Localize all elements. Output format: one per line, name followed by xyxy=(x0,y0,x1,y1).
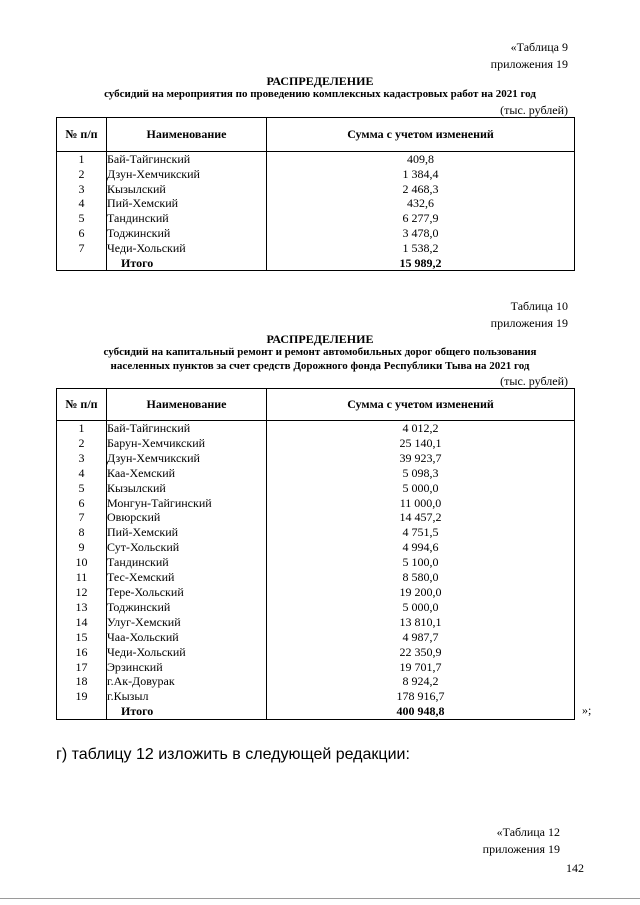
row-name: Тес-Хемский xyxy=(107,570,267,585)
table10-subtitle-line1: субсидий на капитальный ремонт и ремонт автомобильных дорог общего пользования xyxy=(103,346,537,358)
row-name: Тоджинский xyxy=(107,600,267,615)
row-sum: 25 140,1 xyxy=(267,436,575,451)
row-name: Пий-Хемский xyxy=(107,525,267,540)
row-sum: 14 457,2 xyxy=(267,510,575,525)
row-number: 5 xyxy=(57,211,107,226)
row-number: 5 xyxy=(57,481,107,496)
row-sum: 8 580,0 xyxy=(267,570,575,585)
row-sum: 13 810,1 xyxy=(267,615,575,630)
row-name: Кызылский xyxy=(107,481,267,496)
row-number: 18 xyxy=(57,674,107,689)
table10-header-num: № п/п xyxy=(57,389,107,421)
row-sum: 2 468,3 xyxy=(267,182,575,197)
table-row xyxy=(57,525,575,540)
row-name: Эрзинский xyxy=(107,660,267,675)
row-number: 1 xyxy=(57,421,107,436)
row-name: Тандинский xyxy=(107,211,267,226)
table10-title: РАСПРЕДЕЛЕНИЕ xyxy=(266,332,374,346)
table9-ref-line2: приложения 19 xyxy=(490,57,568,71)
total-row xyxy=(57,256,575,271)
total-empty-cell xyxy=(57,704,107,719)
row-number: 7 xyxy=(57,241,107,256)
total-label: Итого xyxy=(107,256,267,271)
total-row xyxy=(57,704,575,719)
table-row xyxy=(57,645,575,660)
row-number: 16 xyxy=(57,645,107,660)
table-row xyxy=(57,451,575,466)
table9-subtitle: субсидий на мероприятия по проведению комплексных кадастровых работ на 2021 год xyxy=(104,88,536,100)
row-name: г.Ак-Довурак xyxy=(107,674,267,689)
row-number: 19 xyxy=(57,689,107,704)
row-sum: 5 000,0 xyxy=(267,600,575,615)
row-number: 2 xyxy=(57,167,107,182)
row-name: Бай-Тайгинский xyxy=(107,421,267,436)
row-number: 13 xyxy=(57,600,107,615)
row-sum: 432,6 xyxy=(267,196,575,211)
row-number: 14 xyxy=(57,615,107,630)
table10-header-sum: Сумма с учетом изменений xyxy=(267,389,575,421)
row-sum: 4 012,2 xyxy=(267,421,575,436)
total-sum: 15 989,2 xyxy=(267,256,575,271)
row-sum: 4 994,6 xyxy=(267,540,575,555)
row-name: Монгун-Тайгинский xyxy=(107,496,267,511)
row-name: Чеди-Хольский xyxy=(107,241,267,256)
row-sum: 5 000,0 xyxy=(267,481,575,496)
table-row xyxy=(57,241,575,256)
table-row xyxy=(57,689,575,704)
row-number: 8 xyxy=(57,525,107,540)
total-empty-cell xyxy=(57,256,107,271)
row-sum: 11 000,0 xyxy=(267,496,575,511)
table9-header-num: № п/п xyxy=(57,118,107,152)
table-row xyxy=(57,630,575,645)
row-name: Улуг-Хемский xyxy=(107,615,267,630)
row-sum: 4 751,5 xyxy=(267,525,575,540)
table10-ref-line2: приложения 19 xyxy=(490,316,568,330)
table-row xyxy=(57,182,575,197)
row-number: 2 xyxy=(57,436,107,451)
table-row xyxy=(57,585,575,600)
table-row xyxy=(57,436,575,451)
table-row xyxy=(57,167,575,182)
row-number: 4 xyxy=(57,196,107,211)
table-row xyxy=(57,540,575,555)
total-sum: 400 948,8 xyxy=(267,704,575,719)
row-name: Тандинский xyxy=(107,555,267,570)
row-number: 11 xyxy=(57,570,107,585)
total-label: Итого xyxy=(107,704,267,719)
row-name: Овюрский xyxy=(107,510,267,525)
row-name: Дзун-Хемчикский xyxy=(107,167,267,182)
table10-units: (тыс. рублей) xyxy=(500,374,568,388)
row-name: Тере-Хольский xyxy=(107,585,267,600)
table-row xyxy=(57,674,575,689)
page-number: 142 xyxy=(566,861,584,875)
table9-header-sum: Сумма с учетом изменений xyxy=(267,118,575,152)
row-sum: 22 350,9 xyxy=(267,645,575,660)
row-sum: 1 384,4 xyxy=(267,167,575,182)
table9-units: (тыс. рублей) xyxy=(500,103,568,117)
row-sum: 178 916,7 xyxy=(267,689,575,704)
table9 xyxy=(56,117,575,271)
row-number: 12 xyxy=(57,585,107,600)
row-name: Кызылский xyxy=(107,182,267,197)
row-name: Тоджинский xyxy=(107,226,267,241)
table-row xyxy=(57,555,575,570)
row-sum: 1 538,2 xyxy=(267,241,575,256)
row-name: Дзун-Хемчикский xyxy=(107,451,267,466)
row-sum: 8 924,2 xyxy=(267,674,575,689)
row-number: 3 xyxy=(57,451,107,466)
table9-header-name: Наименование xyxy=(107,118,267,152)
instruction-text: г) таблицу 12 изложить в следующей редакции: xyxy=(56,746,410,763)
table-row xyxy=(57,421,575,436)
row-sum: 4 987,7 xyxy=(267,630,575,645)
row-sum: 409,8 xyxy=(267,152,575,167)
table-row xyxy=(57,196,575,211)
table-row xyxy=(57,510,575,525)
row-sum: 39 923,7 xyxy=(267,451,575,466)
row-name: Каа-Хемский xyxy=(107,466,267,481)
row-number: 9 xyxy=(57,540,107,555)
row-name: Пий-Хемский xyxy=(107,196,267,211)
row-number: 4 xyxy=(57,466,107,481)
table-row xyxy=(57,152,575,167)
row-name: г.Кызыл xyxy=(107,689,267,704)
table9-body xyxy=(57,152,575,271)
table12-ref-line1: «Таблица 12 xyxy=(496,825,560,839)
row-sum: 3 478,0 xyxy=(267,226,575,241)
row-name: Сут-Хольский xyxy=(107,540,267,555)
row-sum: 19 701,7 xyxy=(267,660,575,675)
table-row xyxy=(57,660,575,675)
table10-ref-line1: Таблица 10 xyxy=(510,299,568,313)
table9-ref-line1: «Таблица 9 xyxy=(510,40,568,54)
row-number: 7 xyxy=(57,510,107,525)
table-row xyxy=(57,496,575,511)
row-name: Бай-Тайгинский xyxy=(107,152,267,167)
row-number: 1 xyxy=(57,152,107,167)
table-row xyxy=(57,600,575,615)
row-sum: 5 098,3 xyxy=(267,466,575,481)
row-sum: 19 200,0 xyxy=(267,585,575,600)
row-name: Барун-Хемчикский xyxy=(107,436,267,451)
table-row xyxy=(57,615,575,630)
row-sum: 6 277,9 xyxy=(267,211,575,226)
row-number: 3 xyxy=(57,182,107,197)
row-number: 6 xyxy=(57,226,107,241)
table10-body xyxy=(57,421,575,720)
table10-header-name: Наименование xyxy=(107,389,267,421)
table10 xyxy=(56,388,575,720)
row-number: 15 xyxy=(57,630,107,645)
table-row xyxy=(57,226,575,241)
table10-closing-mark: »; xyxy=(582,703,592,717)
table-row xyxy=(57,466,575,481)
table10-subtitle-line2: населенных пунктов за счет средств Дорожного фонда Республики Тыва на 2021 год xyxy=(110,360,530,372)
page-bottom-edge xyxy=(0,898,640,899)
row-sum: 5 100,0 xyxy=(267,555,575,570)
row-number: 17 xyxy=(57,660,107,675)
row-name: Чеди-Хольский xyxy=(107,645,267,660)
table-row xyxy=(57,211,575,226)
table9-title: РАСПРЕДЕЛЕНИЕ xyxy=(266,74,374,88)
row-number: 6 xyxy=(57,496,107,511)
table-row xyxy=(57,481,575,496)
table-row xyxy=(57,570,575,585)
row-name: Чаа-Хольский xyxy=(107,630,267,645)
row-number: 10 xyxy=(57,555,107,570)
table12-ref-line2: приложения 19 xyxy=(482,842,560,856)
